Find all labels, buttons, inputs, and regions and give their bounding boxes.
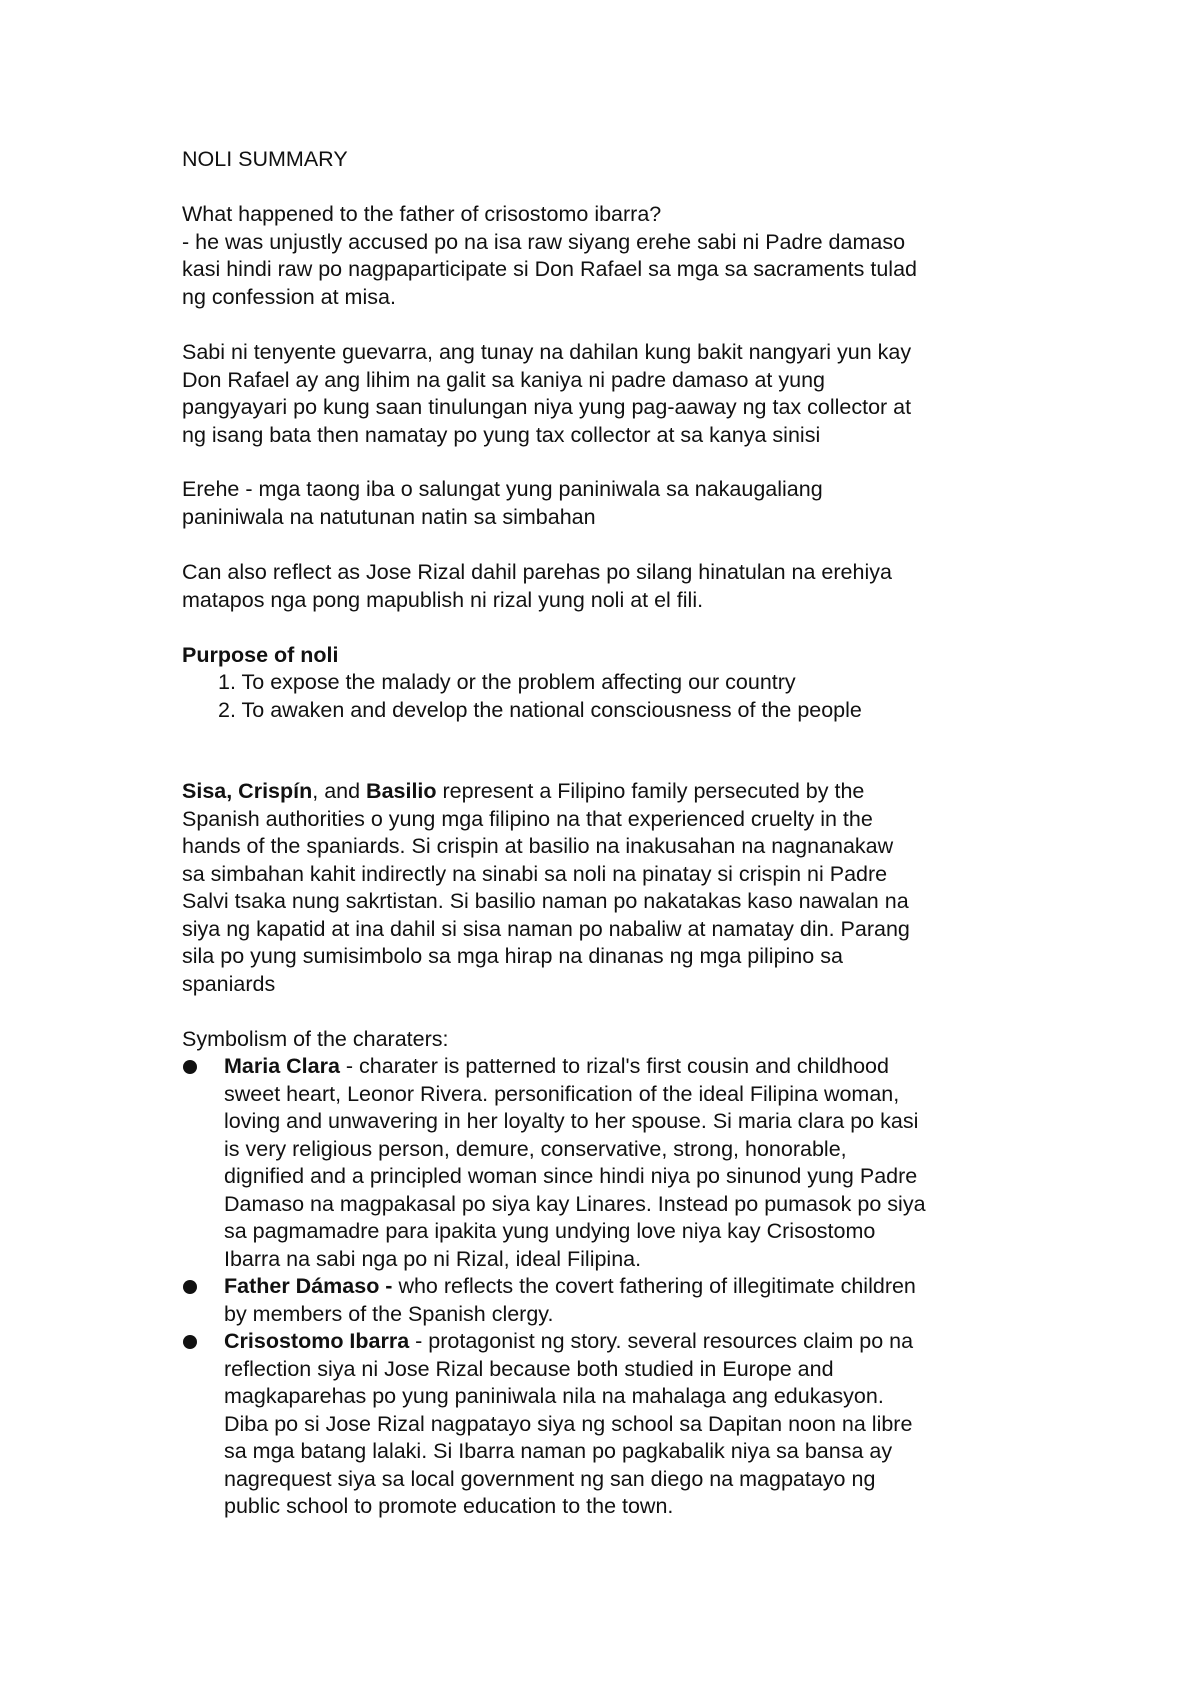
- paragraph-line: sa simbahan kahit indirectly na sinabi sa noli na pinatay si crispin ni Padre: [182, 861, 888, 886]
- erehe-paragraph: [182, 476, 1062, 531]
- question-block: [182, 201, 1062, 311]
- symbolism-heading: Symbolism of the charaters:: [182, 1027, 449, 1051]
- paragraph-line: sila po yung sumisimbolo sa mga hirap na dinanas ng mga pilipino sa: [182, 944, 843, 968]
- purpose-item: 2. To awaken and develop the national consciousness of the people: [218, 697, 862, 722]
- bold-name: Sisa, Crispín: [182, 779, 313, 803]
- paragraph-line: Sisa, Crispín, and Basilio represent a Filipino family persecuted by the: [182, 779, 865, 803]
- paragraph-line: Don Rafael ay ang lihim na galit sa kaniya ni padre damaso at yung: [182, 367, 825, 392]
- purpose-list: [218, 669, 1038, 724]
- character-name: Maria Clara: [224, 1054, 340, 1078]
- paragraph-line: Sabi ni tenyente guevarra, ang tunay na dahilan kung bakit nangyari yun kay: [182, 340, 912, 364]
- family-paragraph: [182, 778, 1062, 998]
- bullet-icon: [183, 1280, 197, 1294]
- question-text: What happened to the father of crisostomo ibarra?: [182, 202, 662, 226]
- rizal-paragraph: [182, 559, 1062, 614]
- paragraph-line: pangyayari po kung saan tinulungan niya yung pag-aaway ng tax collector at: [182, 395, 912, 419]
- paragraph-line: Erehe - mga taong iba o salungat yung paniniwala sa nakaugaliang: [182, 477, 823, 501]
- paragraph-line: hands of the spaniards. Si crispin at basilio na inakusahan na nagnanakaw: [182, 834, 894, 858]
- paragraph-line: matapos nga pong mapublish ni rizal yung noli at el fili.: [182, 587, 704, 612]
- document-title: NOLI SUMMARY: [182, 147, 348, 171]
- character-name: Crisostomo Ibarra: [224, 1329, 410, 1353]
- paragraph-line: Salvi tsaka nung sakrtistan. Si basilio naman po nakatakas kaso nawalan na: [182, 889, 909, 913]
- bullet-icon: [183, 1060, 197, 1074]
- character-name: Father Dámaso -: [224, 1274, 393, 1298]
- symbolism-list: [182, 1053, 1062, 1521]
- paragraph-line: spaniards: [182, 971, 276, 996]
- purpose-heading: Purpose of noli: [182, 643, 339, 667]
- answer-line: ng confession at misa.: [182, 284, 396, 309]
- character-item-crisostomo-ibarra: Crisostomo Ibarra - protagonist ng story. several resources claim po na reflection siya ni Jose Rizal because both studied in Europe and magkaparehas po yung paniniwala nila na mahalaga ang edukasyon. Diba po si Jose Rizal nagpatayo siya ng school sa Dapitan noon na libre sa mga batang lalaki. Si Ibarra naman po pagkabalik niya sa bansa ay nagrequest siya sa local government ng san diego na magpatayo ng public school to promote education to the town.: [182, 1328, 1062, 1521]
- purpose-item: 1. To expose the malady or the problem affecting our country: [218, 670, 796, 694]
- bullet-icon: [183, 1335, 197, 1349]
- paragraph-line: Can also reflect as Jose Rizal dahil parehas po silang hinatulan na erehiya: [182, 560, 892, 584]
- bold-name: Basilio: [366, 779, 437, 803]
- answer-line: kasi hindi raw po nagpaparticipate si Don Rafael sa mga sa sacraments tulad: [182, 257, 917, 281]
- character-item-maria-clara: Maria Clara - charater is patterned to rizal's first cousin and childhood sweet heart, Leonor Rivera. personification of the ideal Filipina woman, loving and unwavering in her loyalty to her spouse. Si maria clara po kasi is very religious person, demure, conservative, strong, honorable, dignified and a principled woman since hindi niya po sinunod yung Padre Damaso na magpakasal po siya kay Linares. Instead po pumasok po siya sa pagmamadre para ipakita yung undying love niya kay Crisostomo Ibarra na sabi nga po ni Rizal, ideal Filipina.: [182, 1053, 1062, 1273]
- character-item-father-damaso: Father Dámaso - who reflects the covert fathering of illegitimate children by members of the Spanish clergy.: [182, 1273, 1062, 1328]
- paragraph-line: ng isang bata then namatay po yung tax collector at sa kanya sinisi: [182, 422, 821, 447]
- paragraph-line: paniniwala na natutunan natin sa simbahan: [182, 504, 596, 529]
- answer-line: - he was unjustly accused po na isa raw siyang erehe sabi ni Padre damaso: [182, 229, 906, 254]
- paragraph-line: Spanish authorities o yung mga filipino na that experienced cruelty in the: [182, 806, 873, 831]
- guevarra-paragraph: [182, 339, 1062, 449]
- paragraph-line: siya ng kapatid at ina dahil si sisa naman po nabaliw at namatay din. Parang: [182, 916, 910, 941]
